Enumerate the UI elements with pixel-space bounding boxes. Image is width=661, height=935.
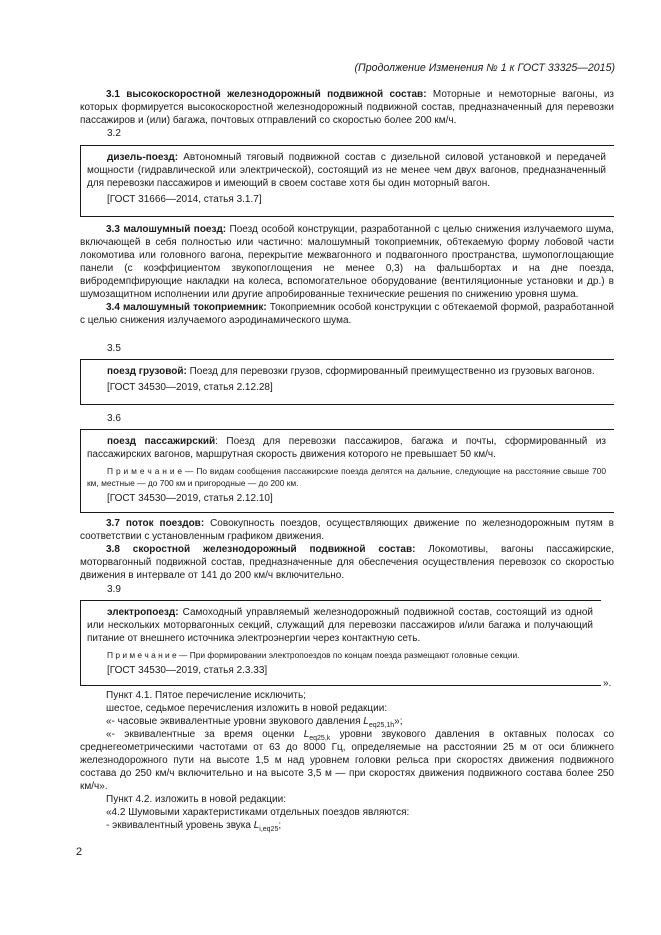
term-3-8: 3.8 скоростной железнодорожный подвижной состав:	[106, 544, 416, 555]
closing-quote: ».	[603, 678, 612, 689]
num-3-6: 3.6	[107, 413, 121, 424]
section-3-3	[80, 223, 614, 327]
text-3-6: : Поезд для перевозки пассажиров, багажа и почты, сформированный из пассажирских вагонов, маршрутная скорость движения которого не превышает 50 км/ч.	[87, 436, 606, 460]
section-3-7-3-8	[80, 517, 614, 582]
page-header: (Продолжение Изменения № 1 к ГОСТ 33325—2015)	[354, 62, 615, 74]
p41-line4-sub: eq25,k	[309, 735, 331, 742]
box-3-5	[80, 359, 614, 405]
p41-line3-post: »;	[394, 716, 403, 727]
p41-line4-sym: L	[303, 729, 310, 740]
box-3-9	[80, 600, 601, 686]
p41-line4-pre: «- эквивалентные за время оценки	[106, 729, 304, 740]
term-3-1: 3.1 высокоскоростной железнодорожный подвижной состав:	[106, 89, 427, 100]
p42-line2: «4.2 Шумовыми характеристиками отдельных поездов являются:	[106, 807, 410, 818]
text-3-1: Моторные и немоторные вагоны, из которых формируется высокоскоростной железнодорожный подвижной состав, предназначенный для перевозки пассажиров и (или) багажа, почтовых отправлений со скоростью более 200 км/ч.	[80, 89, 614, 126]
p42-line3-sym: L	[253, 820, 260, 831]
note-text-3-9: — При формировании электропоездов по концам поезда размещают головные секции.	[176, 650, 520, 660]
p41-line3-sym: L	[363, 716, 369, 727]
box-3-2	[80, 145, 614, 217]
term-3-9: электропоезд:	[107, 607, 179, 618]
p41-line4-post: уровни звукового давления в октавных полосах со среднегеометрическими частотами от 63 до 8000 Гц, определяемые на расстоянии 25 м от оси ближнего железнодорожного пути на высоте 1,5 м над уровнем головки рельса при скоростях движения подвижного состава до 250 км/ч включительно и на высоте 3,5 м — при скоростях движения подвижного состава более 250 км/ч».	[80, 729, 614, 792]
term-3-2: дизель-поезд:	[107, 152, 179, 163]
term-3-5: поезд грузовой:	[107, 366, 187, 377]
p41-line3-sub: eq25,1h	[368, 722, 395, 729]
num-3-5: 3.5	[107, 343, 121, 354]
note-label-3-9: П р и м е ч а н и е	[107, 650, 177, 660]
text-3-5: Поезд для перевозки грузов, сформированный преимущественно из грузовых вагонов.	[186, 366, 595, 377]
p41-line3-pre: «- часовые эквивалентные уровни звукового давления	[106, 716, 364, 727]
ref-3-9: [ГОСТ 34530—2019, статья 2.3.33]	[107, 665, 268, 676]
box-3-6	[80, 429, 614, 513]
p41-line1: Пункт 4.1. Пятое перечисление исключить;	[106, 690, 306, 701]
term-3-7: 3.7 поток поездов:	[106, 518, 205, 529]
text-3-2: Автономный тяговый подвижной состав с дизельной силовой установкой и передачей мощности (гидравлической или электрической), состоящий из не менее чем двух вагонов, предназначенный для перевозки пассажиров и имеющий в своем составе хотя бы один моторный вагон.	[87, 152, 606, 189]
term-3-3: 3.3 малошумный поезд:	[106, 224, 227, 235]
p42-line1: Пункт 4.2. изложить в новой редакции:	[106, 794, 286, 805]
p42-line3-sub: i,eq25	[259, 826, 279, 833]
p42-line3-post: ;	[278, 820, 282, 831]
ref-3-6: [ГОСТ 34530—2019, статья 2.12.10]	[107, 493, 273, 504]
text-3-9: Самоходный управляемый железнодорожный подвижной состав, состоящий из одной или нескольких моторвагонных секций, служащий для перевозки пассажиров и/или багажа и получающий питание от внешнего источника электроэнергии через контактную сеть.	[87, 607, 593, 644]
ref-3-5: [ГОСТ 34530—2019, статья 2.12.28]	[107, 382, 273, 393]
num-3-2: 3.2	[107, 128, 121, 139]
num-3-9: 3.9	[107, 584, 121, 595]
section-4-1	[80, 689, 614, 832]
term-3-6: поезд пассажирский	[107, 436, 216, 447]
note-text-3-6: — По видам сообщения пассажирские поезда делятся на дальние, следующие на расстояние свыше 700 км, местные — до 700 км и пригородные — до 200 км.	[87, 466, 606, 488]
p42-line3-pre: - эквивалентный уровень звука	[106, 820, 254, 831]
text-3-4: Токоприемник особой конструкции с обтекаемой формой, разработанной с целью снижения излучаемого аэродинамического шума.	[80, 302, 614, 326]
term-3-4: 3.4 малошумный токоприемник:	[106, 302, 267, 313]
text-3-3: Поезд особой конструкции, разработанной с целью снижения излучаемого шума, включающей в себя полностью или частично: малошумный токоприемник, обтекаемую форму лобовой части локомотива или головного вагона, перекрытие межвагонного и подвагонного пространства, шумопоглощающие панели (с коэффициентом звукопоглощения не менее 0,3) на фальшбортах и на дне поезда, вибродемпфирующие накладки на колеса, вспомогательное оборудование (вентиляционные установки и др.) в шумозащитном исполнении или другие апробированные технические решения по снижению уровня шума.	[80, 224, 614, 300]
text-3-7: Совокупность поездов, осуществляющих движение по железнодорожным путям в соответствии с установленным графиком движения.	[80, 518, 614, 542]
page-number: 2	[76, 846, 83, 858]
text-3-8: Локомотивы, вагоны пассажирские, моторвагонный подвижной состав, предназначенные для обеспечения осуществления перевозок со скоростью движения в интервале от 141 до 200 км/ч включительно.	[80, 544, 614, 581]
section-3-1	[80, 88, 614, 127]
note-label-3-6: П р и м е ч а н и е	[107, 466, 183, 476]
ref-3-2: [ГОСТ 31666—2014, статья 3.1.7]	[107, 194, 262, 205]
p41-line2: шестое, седьмое перечисления изложить в новой редакции:	[106, 703, 388, 714]
